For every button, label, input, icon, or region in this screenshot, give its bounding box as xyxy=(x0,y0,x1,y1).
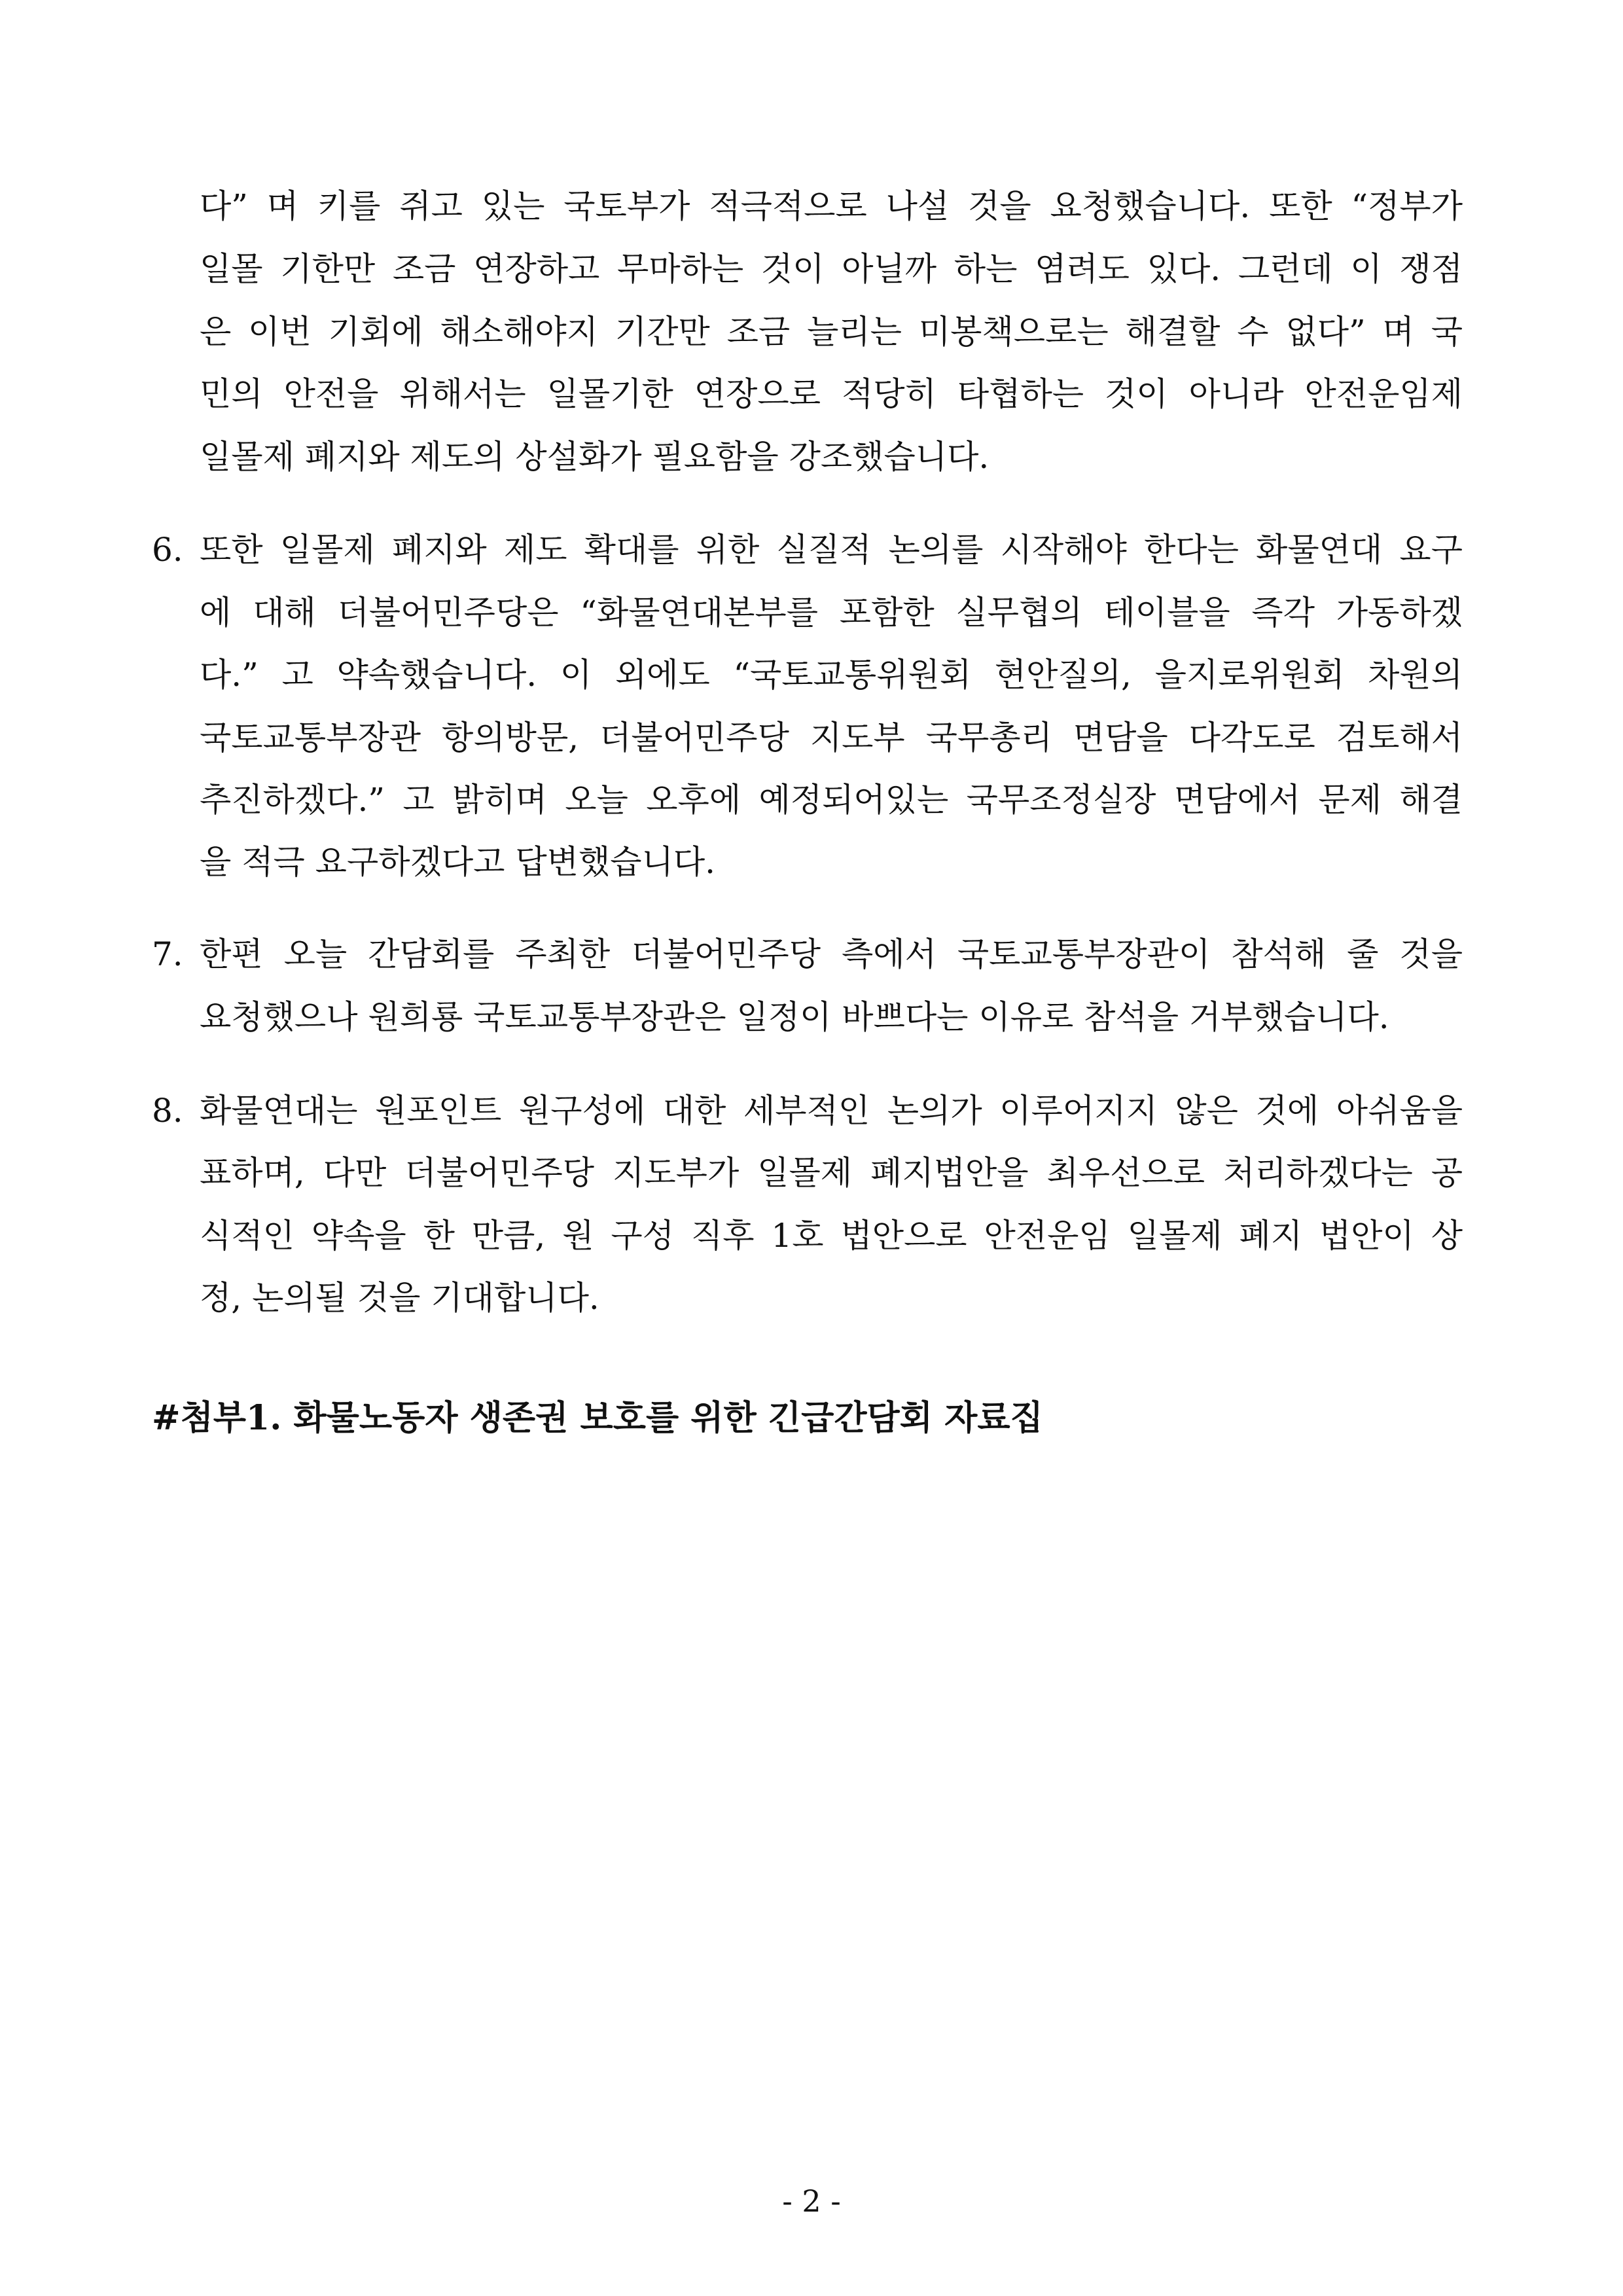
body-text-line: 다.” 고 약속했습니다. 이 외에도 “국토교통위원회 현안질의, 을지로위원회 차원의 xyxy=(200,656,1463,694)
body-text-line: 식적인 약속을 한 만큼, 원 구성 직후 1호 법안으로 안전운임 일몰제 폐지 법안이 상 xyxy=(200,1217,1463,1255)
body-text-line: 또한 일몰제 폐지와 제도 확대를 위한 실질적 논의를 시작해야 한다는 화물연대 요구 xyxy=(200,531,1463,569)
attachment-heading: #첨부1. 화물노동자 생존권 보호를 위한 긴급간담회 자료집 xyxy=(152,1398,1043,1438)
body-text-line: 요청했으나 원희룡 국토교통부장관은 일정이 바쁘다는 이유로 참석을 거부했습니다. xyxy=(200,998,1389,1036)
item-number: 8. xyxy=(152,1092,183,1130)
body-text-line: 정, 논의될 것을 기대합니다. xyxy=(200,1279,599,1317)
body-text-line: 에 대해 더불어민주당은 “화물연대본부를 포함한 실무협의 테이블을 즉각 가동하겠 xyxy=(200,594,1463,632)
body-text-line: 민의 안전을 위해서는 일몰기한 연장으로 적당히 타협하는 것이 아니라 안전운임제 xyxy=(200,375,1463,413)
item-number: 6. xyxy=(152,531,183,569)
page-number: - 2 - xyxy=(782,2183,841,2219)
body-text-line: 화물연대는 원포인트 원구성에 대한 세부적인 논의가 이루어지지 않은 것에 아쉬움을 xyxy=(200,1092,1463,1130)
body-text-line: 추진하겠다.” 고 밝히며 오늘 오후에 예정되어있는 국무조정실장 면담에서 문제 해결 xyxy=(200,781,1463,819)
body-text-line: 표하며, 다만 더불어민주당 지도부가 일몰제 폐지법안을 최우선으로 처리하겠다는 공 xyxy=(200,1154,1463,1192)
body-text-line: 다” 며 키를 쥐고 있는 국토부가 적극적으로 나설 것을 요청했습니다. 또한 “정부가 xyxy=(200,187,1463,225)
body-text-line: 국토교통부장관 항의방문, 더불어민주당 지도부 국무총리 면담을 다각도로 검토해서 xyxy=(200,719,1463,757)
body-text-line: 을 적극 요구하겠다고 답변했습니다. xyxy=(200,843,716,881)
body-text-line: 한편 오늘 간담회를 주최한 더불어민주당 측에서 국토교통부장관이 참석해 줄 것을 xyxy=(200,935,1463,973)
body-text-line: 일몰 기한만 조금 연장하고 무마하는 것이 아닐까 하는 염려도 있다. 그런데 이 쟁점 xyxy=(200,250,1463,288)
body-text-line: 일몰제 폐지와 제도의 상설화가 필요함을 강조했습니다. xyxy=(200,438,990,476)
body-text-line: 은 이번 기회에 해소해야지 기간만 조금 늘리는 미봉책으로는 해결할 수 없다” 며 국 xyxy=(200,313,1463,351)
item-number: 7. xyxy=(152,935,183,973)
